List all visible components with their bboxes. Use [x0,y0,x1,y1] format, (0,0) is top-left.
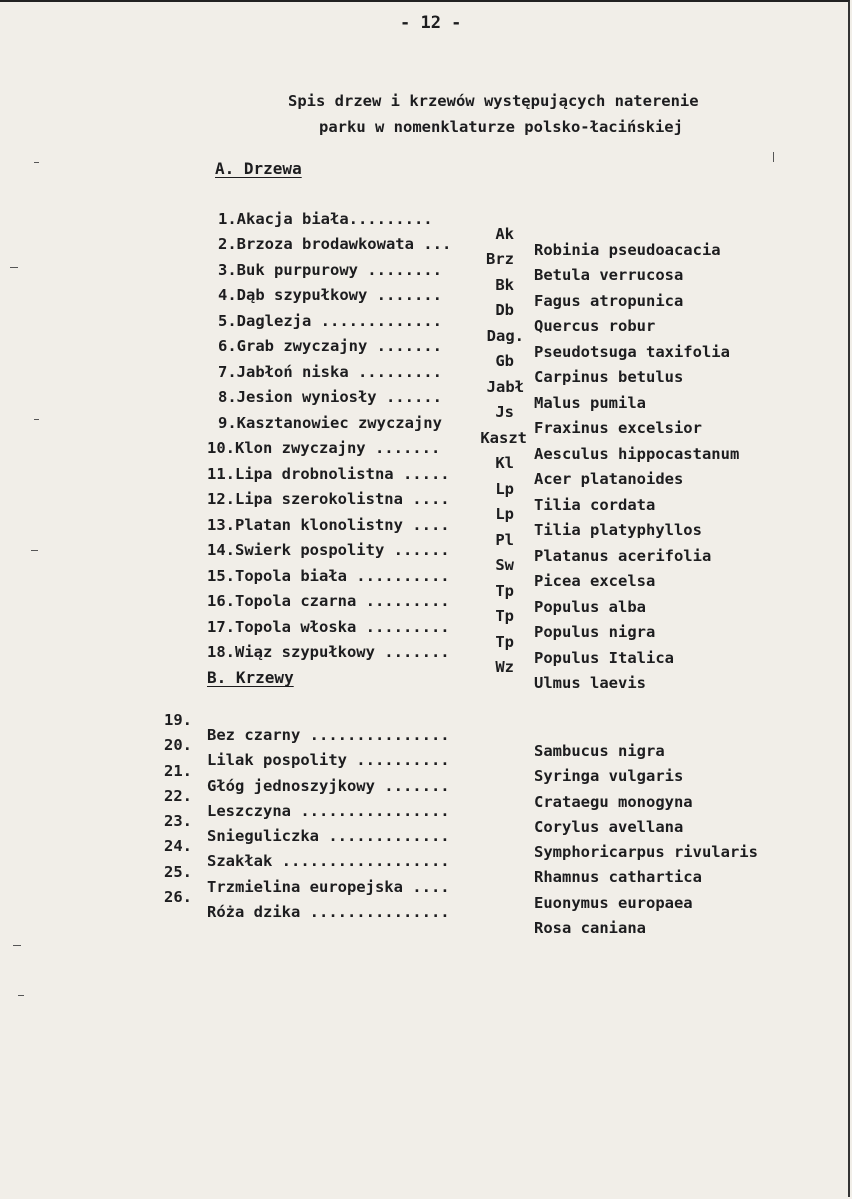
shrub-row-26 [0,874,852,952]
scan-speck [31,550,38,551]
document-title-line-1: Spis drzew i krzewów występujących naterenie [288,92,699,110]
tree-latin: Ulmus laevis [534,673,646,692]
scan-speck [773,152,774,162]
tree-abbr: Tp [495,607,514,625]
tree-abbr: Tp [495,633,514,651]
tree-latin: Quercus robur [534,316,656,335]
shrub-name: Głóg jednoszyjkowy ....... [207,777,450,795]
tree-name: 9.Kasztanowiec zwyczajny [218,413,442,432]
tree-latin: Pseudotsuga taxifolia [534,342,730,361]
tree-name: 14.Swierk pospolity ...... [207,540,450,559]
tree-abbr: Tp [495,582,514,600]
tree-name: 16.Topola czarna ......... [207,591,450,610]
tree-latin: Malus pumila [534,393,646,412]
tree-abbr: Kaszt [480,429,527,447]
shrub-latin: Rosa caniana [534,918,646,937]
tree-abbr: Js [495,403,514,421]
shrub-number: 19. [164,710,192,729]
tree-name: 4.Dąb szypułkowy ....... [218,285,442,304]
shrub-number: 21. [164,761,192,780]
tree-name: 11.Lipa drobnolistna ..... [207,464,450,483]
tree-latin: Populus nigra [534,622,656,641]
tree-latin: Tilia cordata [534,495,656,514]
tree-name: 18.Wiąz szypułkowy ....... [207,642,450,661]
tree-abbr: Lp [495,505,514,523]
shrub-number: 23. [164,811,192,830]
tree-latin: Robinia pseudoacacia [534,240,721,259]
shrub-name: Snieguliczka ............. [207,827,450,845]
shrub-name: Leszczyna ................ [207,802,450,820]
shrub-latin: Corylus avellana [534,817,684,836]
tree-abbr: Bk [495,276,514,294]
tree-name: 1.Akacja biała......... [218,209,433,228]
shrub-latin: Rhamnus cathartica [534,867,702,886]
section-b-heading: B. Krzewy [207,668,294,687]
tree-abbr: Wz [495,658,514,676]
tree-latin: Populus alba [534,597,646,616]
tree-abbr: Brz [486,250,514,268]
tree-latin: Picea excelsa [534,571,656,590]
shrub-latin: Euonymus europaea [534,893,693,912]
tree-name: 12.Lipa szerokolistna .... [207,489,450,508]
tree-abbr: Db [495,301,514,319]
tree-name: 6.Grab zwyczajny ....... [218,336,442,355]
shrub-number: 22. [164,786,192,805]
tree-abbr: Gb [495,352,514,370]
shrub-name: Bez czarny ............... [207,726,450,744]
shrub-name: Trzmielina europejska .... [207,878,450,896]
shrub-latin: Symphoricarpus rivularis [534,842,758,861]
section-a-heading: A. Drzewa [215,159,302,178]
scan-speck [34,162,39,163]
shrub-latin: Syringa vulgaris [534,766,684,785]
shrub-number: 24. [164,836,192,855]
shrub-number: 20. [164,735,192,754]
shrub-latin: Crataegu monogyna [534,792,693,811]
document-title-line-2: parku w nomenklaturze polsko-łacińskiej [319,118,683,136]
tree-abbr: Kl [495,454,514,472]
scan-speck [18,995,24,996]
tree-name: 3.Buk purpurowy ........ [218,260,442,279]
scan-speck [13,945,21,946]
tree-abbr: Jabł [486,378,524,396]
scan-speck [10,267,18,268]
tree-abbr: Lp [495,480,514,498]
shrub-name: Lilak pospolity .......... [207,751,450,769]
tree-latin: Acer platanoides [534,469,684,488]
tree-name: 13.Platan klonolistny .... [207,515,450,534]
page-number: - 12 - [400,13,462,33]
tree-latin: Platanus acerifolia [534,546,712,565]
tree-name: 10.Klon zwyczajny ....... [207,438,441,457]
tree-name: 8.Jesion wyniosły ...... [218,387,442,406]
tree-abbr: Dag. [486,327,524,345]
shrub-name: Szakłak .................. [207,852,450,870]
tree-name: 7.Jabłoń niska ......... [218,362,442,381]
tree-latin: Aesculus hippocastanum [534,444,740,463]
shrub-number: 26. [164,887,192,906]
tree-name: 5.Daglezja ............. [218,311,442,330]
shrub-number: 25. [164,862,192,881]
tree-name: 2.Brzoza brodawkowata ... [218,234,452,253]
tree-name: 17.Topola włoska ......... [207,617,450,636]
tree-latin: Tilia platyphyllos [534,520,702,539]
tree-abbr: Ak [495,225,514,243]
tree-abbr: Pl [495,531,514,549]
scan-speck [34,419,39,420]
tree-latin: Populus Italica [534,648,674,667]
shrub-latin: Sambucus nigra [534,741,665,760]
tree-latin: Carpinus betulus [534,367,684,386]
tree-latin: Betula verrucosa [534,265,684,284]
tree-latin: Fraxinus excelsior [534,418,702,437]
tree-abbr: Sw [495,556,514,574]
shrub-name: Róża dzika ............... [207,903,450,921]
tree-row-18 [0,629,852,707]
tree-name: 15.Topola biała .......... [207,566,450,585]
tree-latin: Fagus atropunica [534,291,684,310]
